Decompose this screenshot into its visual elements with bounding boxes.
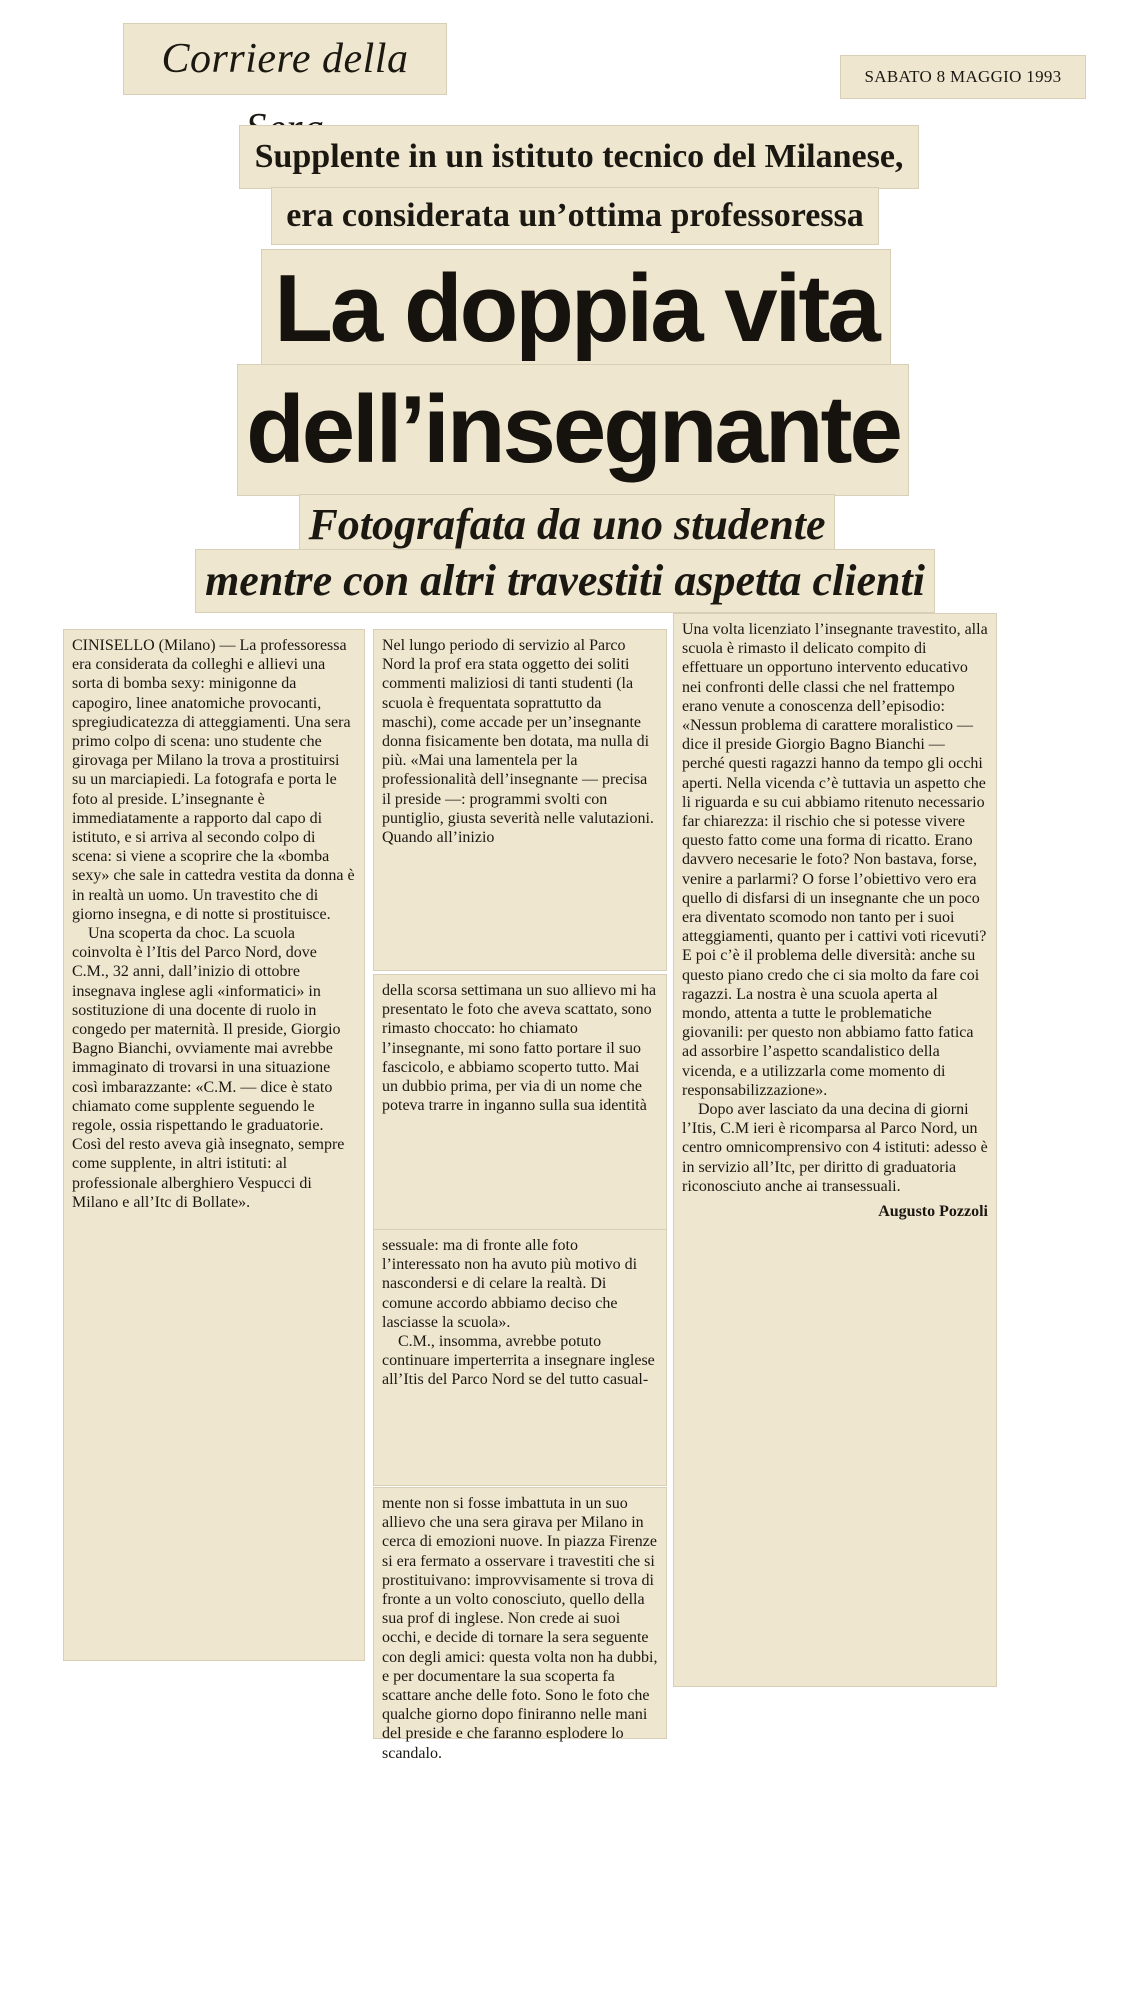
article-column-2-part-4 xyxy=(374,1488,666,1762)
publication-date: SABATO 8 MAGGIO 1993 xyxy=(864,67,1062,86)
subheadline-line-1: Fotografata da uno studente xyxy=(300,495,834,555)
column-2-text-part-3: sessuale: ma di fronte alle foto l’interessato non ha avuto più motivo di nascondersi e di celare la realtà. Di comune accordo abbiamo deciso che lasciasse la scuola». C.M., insomma, avrebbe potuto continuare imperterrita a insegnare inglese all’Itis del Parco Nord se del tutto casual- xyxy=(382,1237,655,1389)
kicker-line-2: era considerata un’ottima professoressa xyxy=(272,188,878,244)
masthead-clipping xyxy=(124,24,446,94)
dateline-clipping xyxy=(841,56,1085,98)
subheadline-line-2: mentre con altri travestiti aspetta clienti xyxy=(196,550,934,612)
column-2-text-part-1: Nel lungo periodo di servizio al Parco Nord la prof era stata oggetto dei soliti commenti maliziosi di tanti studenti (la scuola è frequentata soprattutto da maschi), come accade per un’insegnante donna fisicamente ben dotata, ma nulla di più. «Mai una lamentela per la professionalità dell’insegnante — precisa il preside —: programmi svolti con puntiglio, giusta severità nelle valutazioni. Quando all’inizio xyxy=(382,637,658,847)
article-column-2-part-3 xyxy=(374,1230,666,1485)
kicker-line-1: Supplente in un istituto tecnico del Milanese, xyxy=(240,126,918,188)
article-column-3 xyxy=(674,614,996,1686)
column-1-text: CINISELLO (Milano) — La professoressa era considerata da colleghi e allievi una sorta di bomba sexy: minigonne da capogiro, linee anatomiche provocanti, spregiudicatezza di atteggiamenti. Una sera primo colpo di scena: uno studente che girovaga per Milano la trova a prostituirsi su un marciapiedi. La fotografa e porta le foto al preside. L’insegnante è immediatamente a rapporto dal capo di istituto, e si arriva al secondo colpo di scena: si viene a scoprire che la «bomba sexy» che sale in cattedra vestita da donna è in realtà un uomo. Un travestito che di giorno insegna, e di notte si prostituisce. Una scoperta da choc. La scuola coinvolta è l’Itis del Parco Nord, dove C.M., 32 anni, dall’inizio di ottobre insegnava inglese agli «informatici» in sostituzione di una docente di ruolo in congedo per maternità. Il preside, Giorgio Bagno Bianchi, ovviamente mai avrebbe immaginato di trovarsi in una situazione così imbarazzante: «C.M. — dice è stato chiamato come supplente seguendo le regole, ossia rispettando le graduatorie. Così del resto aveva già insegnato, sempre come supplente, in altri istituti: al professionale alberghiero Vespucci di Milano e all’Itc di Bollate». xyxy=(72,637,355,1211)
column-2-text-part-2: della scorsa settimana un suo allievo mi ha presentato le foto che aveva scattato, sono rimasto choccato: ho chiamato l’insegnante, mi sono fatto portare il suo fascicolo, e abbiamo scoperto tutto. Mai un dubbio prima, per via di un nome che poteva trarre in inganno sulla sua identità xyxy=(382,982,661,1115)
article-column-2-part-1 xyxy=(374,630,666,970)
headline-line-1: La doppia vita xyxy=(262,250,890,368)
author-byline: Augusto Pozzoli xyxy=(878,1203,988,1221)
column-2-text-part-4: mente non si fosse imbattuta in un suo allievo che una sera girava per Milano in cerca di emozioni nuove. In piazza Firenze si era fermato a osservare i travestiti che si prostituivano: improvvisamente si trova di fronte a un volto conosciuto, quello della sua prof di inglese. Non crede ai suoi occhi, e decide di tornare la sera seguente con degli amici: questa volta non ha dubbi, e per documentare la sua scoperta fa scattare anche delle foto. Sono le foto che qualche giorno dopo finiranno nelle mani del preside e che faranno esplodere lo scandalo. xyxy=(382,1495,662,1762)
column-3-text: Una volta licenziato l’insegnante travestito, alla scuola è rimasto il delicato compito di effettuare un opportuno intervento educativo nei confronti delle classi che nel frattempo erano venute a conoscenza dell’episodio: «Nessun problema di carattere moralistico — dice il preside Giorgio Bagno Bianchi — perché questi ragazzi hanno da tempo gli occhi aperti. Nella vicenda c’è tuttavia un aspetto che li riguarda e su cui abbiamo ritenuto necessario far chiarezza: il rischio che si potesse vivere questo fatto come una forma di ricatto. Erano davvero necesarie le foto? Non bastava, forse, venire a parlarmi? O forse l’obiettivo vero era quello di disfarsi di un insegnante che un poco era diventato scomodo non tanto per i suoi atteggiamenti, quanto per i cattivi voti ricevuti? E poi c’è il problema delle diversità: anche su questo piano credo che ci sia molto da fare coi ragazzi. La nostra è una scuola aperta al mondo, attenta a tutte le problematiche giovanili: per questo non abbiamo fatto fatica ad assorbire l’aspetto scandalistico della vicenda, e a utilizzarla come momento di responsabilizzazione». Dopo aver lasciato da una decina di giorni l’Itis, C.M ieri è ricomparsa al Parco Nord, un centro omnicomprensivo con 4 istituti: adesso è in servizio all’Itc, per diritto di graduatoria riconosciuto anche ai transessuali. xyxy=(682,621,988,1195)
article-column-1 xyxy=(64,630,364,1660)
newspaper-masthead: Corriere della xyxy=(161,36,409,82)
headline-line-2: dell’insegnante xyxy=(238,365,908,495)
article-column-2-part-2 xyxy=(374,975,666,1230)
